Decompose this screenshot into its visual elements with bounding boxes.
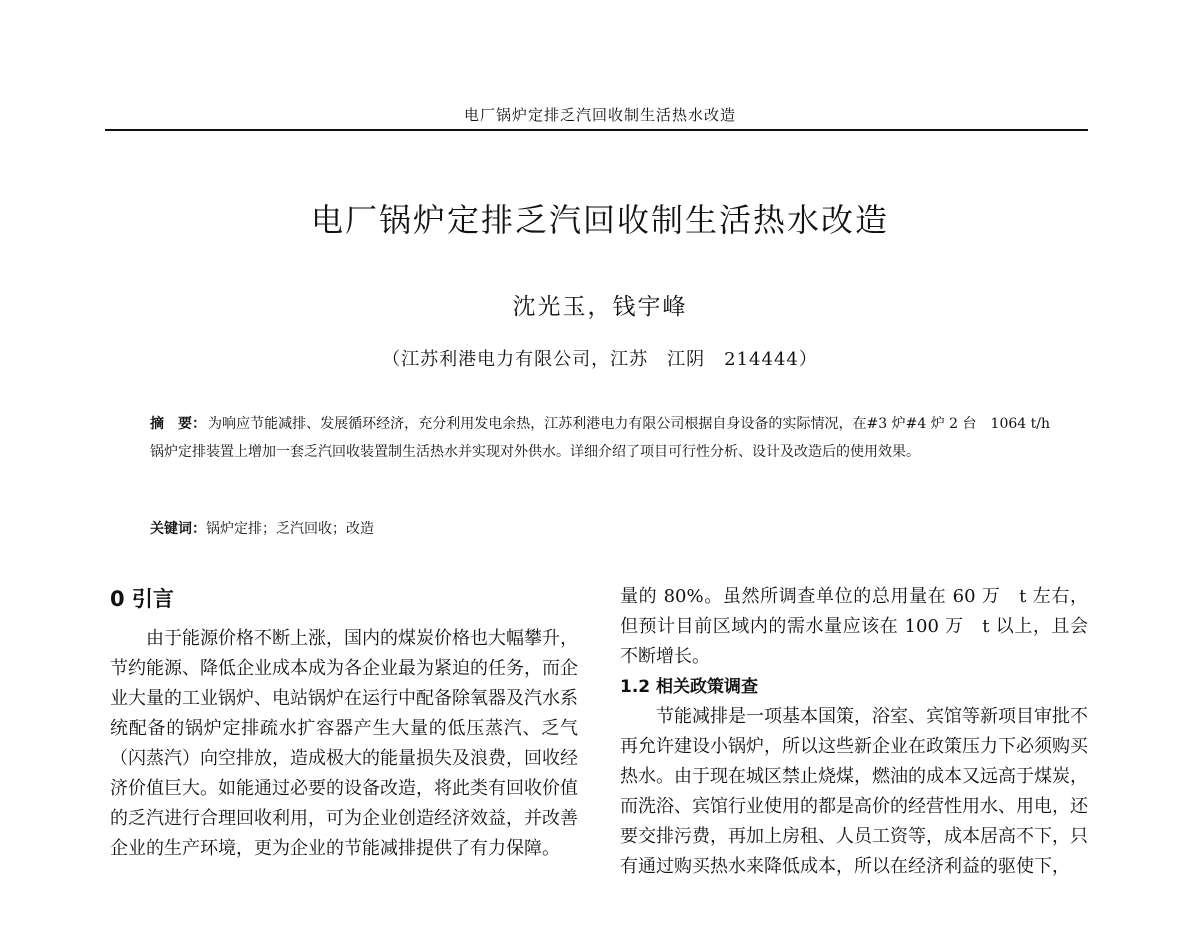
continuation-paragraph: 量的 80%。虽然所调查单位的总用量在 60 万 t 左右，但预计目前区域内的需水量应该在 100 万 t 以上，且会不断增长。 bbox=[620, 586, 1088, 667]
abstract-text: 为响应节能减排、发展循环经济，充分利用发电余热，江苏利港电力有限公司根据自身设备的实际情况，在#3 炉#4 炉 2 台 1064 t/h 锅炉定排装置上增加一套乏汽回收装置制生活热水并实现对外供水。详细介绍了项目可行性分析、设计及改造后的使用效果。 bbox=[150, 416, 1051, 460]
header-rule bbox=[105, 129, 1088, 131]
paper-title: 电厂锅炉定排乏汽回收制生活热水改造 bbox=[310, 201, 889, 239]
section-heading-introduction: 0 引言 bbox=[110, 587, 174, 611]
authors: 沈光玉，钱宇峰 bbox=[512, 294, 688, 320]
affiliation: （江苏利港电力有限公司，江苏 江阴 214444） bbox=[382, 349, 818, 370]
keywords-label: 关键词： bbox=[150, 521, 206, 537]
abstract bbox=[150, 410, 1050, 466]
introduction-paragraph: 由于能源价格不断上涨，国内的煤炭价格也大幅攀升，节约能源、降低企业成本成为各企业最为紧迫的任务，而企业大量的工业锅炉、电站锅炉在运行中配备除氧器及汽水系统配备的锅炉定排疏水扩容器产生大量的低压蒸汽、乏气（闪蒸汽）向空排放，造成极大的能量损失及浪费，回收经济价值巨大。如能通过必要的设备改造，将此类有回收价值的乏汽进行合理回收利用，可为企业创造经济效益，并改善企业的生产环境，更为企业的节能减排提供了有力保障。 bbox=[110, 628, 578, 859]
keywords bbox=[150, 515, 1050, 543]
policy-paragraph: 节能减排是一项基本国策，浴室、宾馆等新项目审批不再允许建设小锅炉，所以这些新企业在政策压力下必须购买热水。由于现在城区禁止烧煤，燃油的成本又远高于煤炭，而洗浴、宾馆行业使用的都是高价的经营性用水、用电，还要交排污费，再加上房租、人员工资等，成本居高不下，只有通过购买热水来降低成本，所以在经济利益的驱使下， bbox=[620, 706, 1088, 877]
left-column bbox=[110, 582, 578, 864]
abstract-label: 摘 要： bbox=[150, 416, 207, 432]
running-header: 电厂锅炉定排乏汽回收制生活热水改造 bbox=[463, 106, 736, 124]
right-column bbox=[620, 582, 1088, 882]
subsection-heading-policy: 1.2 相关政策调查 bbox=[620, 677, 759, 697]
keywords-text: 锅炉定排；乏汽回收；改造 bbox=[206, 521, 374, 537]
